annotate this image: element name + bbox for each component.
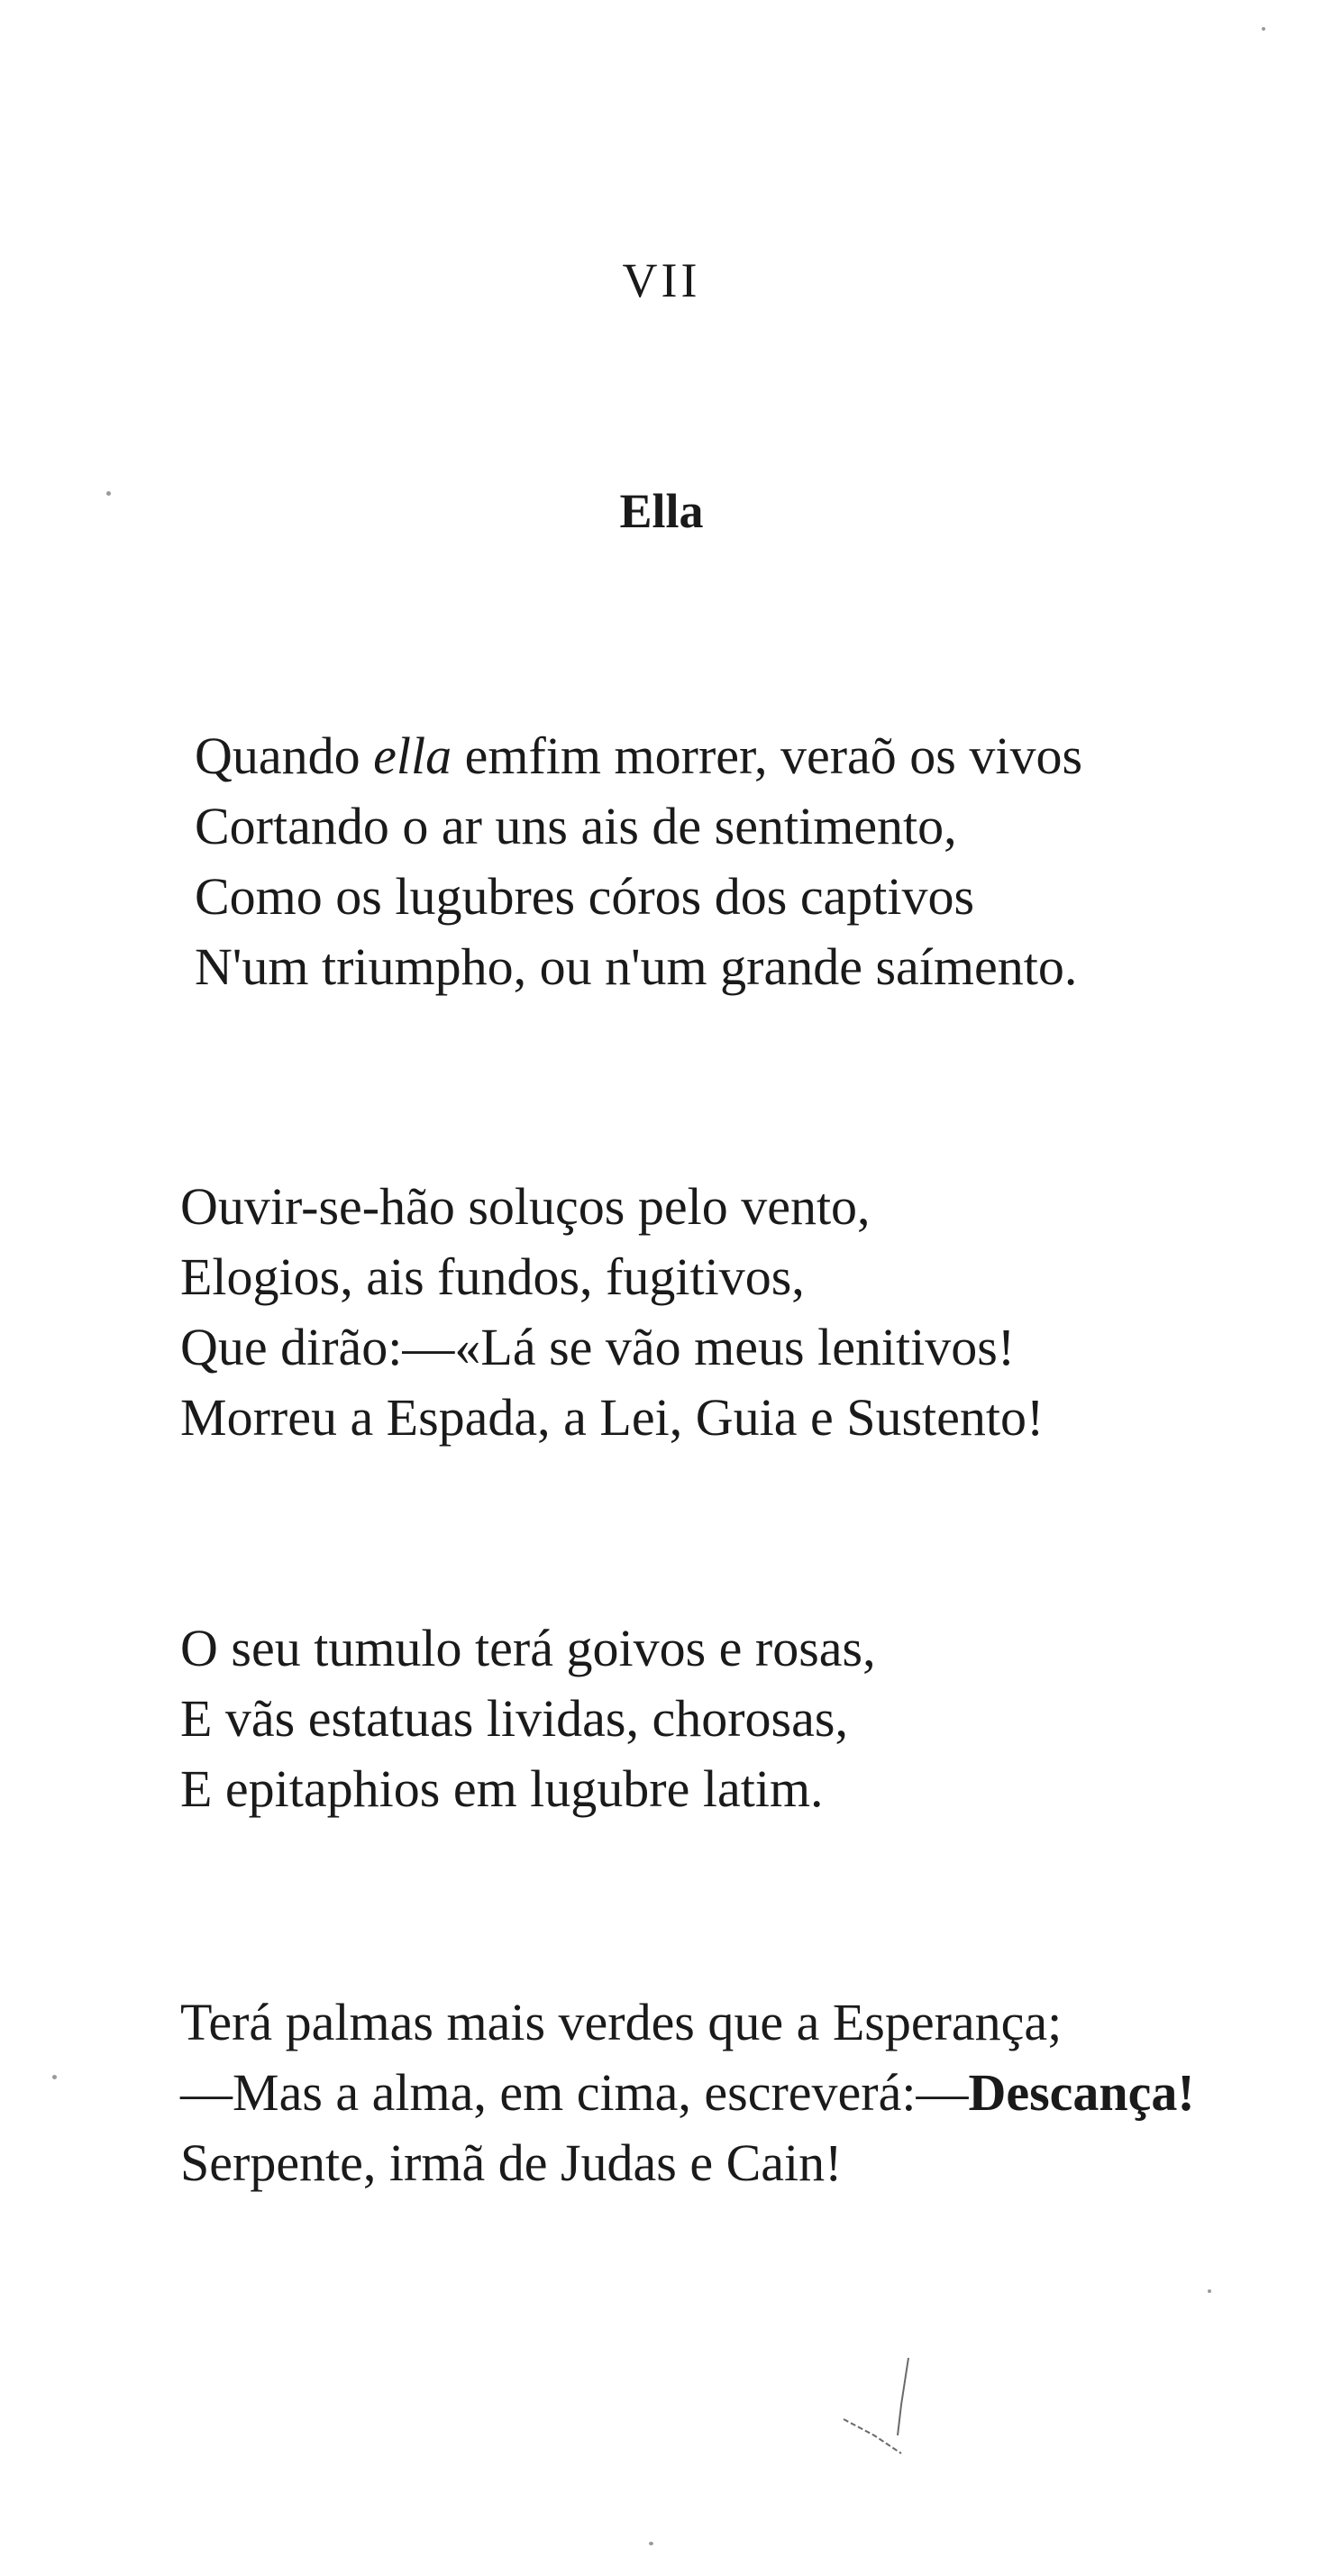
pencil-check-mark-icon [838,2352,937,2461]
verse-line: O seu tumulo terá goivos e rosas, [180,1619,876,1677]
paper-speckle [106,491,111,496]
verse-line: Cortando o ar uns ais de sentimento, [195,797,957,855]
verse-line: Morreu a Espada, a Lei, Guia e Sustento! [180,1388,1045,1447]
chapter-numeral: VII [622,253,701,307]
verse-bold-word: Descança! [968,2063,1195,2122]
verse-line: E epitaphios em lugubre latim. [180,1759,824,1818]
verse-line: Terá palmas mais verdes que a Esperança; [180,1993,1063,2051]
paper-speckle [649,2542,653,2545]
verse-line: Elogios, ais fundos, fugitivos, [180,1247,805,1306]
stanza-3 [180,1613,876,1824]
verse-line: Ouvir-se-hão soluços pelo vento, [180,1177,871,1236]
stanza-1 [195,721,1082,1002]
verse-line [180,2058,1195,2128]
verse-italic-word: ella [373,726,452,785]
paper-speckle [1262,27,1265,31]
verse-text-after: emfim morrer, veraõ os vivos [452,726,1083,785]
poem-title: Ella [619,484,704,538]
verse-line: Como os lugubres córos dos captivos [195,867,975,926]
verse-line: N'um triumpho, ou n'um grande saímento. [195,937,1078,996]
stanza-2 [180,1172,1044,1453]
stanza-4 [180,1987,1195,2198]
verse-line: E vãs estatuas lividas, chorosas, [180,1689,848,1748]
verse-line [195,721,1082,791]
verse-text-before: Quando [195,726,374,785]
verse-line: Serpente, irmã de Judas e Cain! [180,2133,843,2192]
verse-text-before: —Mas a alma, em cima, escreverá:— [180,2063,969,2122]
paper-speckle [1208,2289,1211,2293]
verse-line: Que dirão:—«Lá se vão meus lenitivos! [180,1318,1016,1376]
paper-speckle [52,2075,57,2079]
